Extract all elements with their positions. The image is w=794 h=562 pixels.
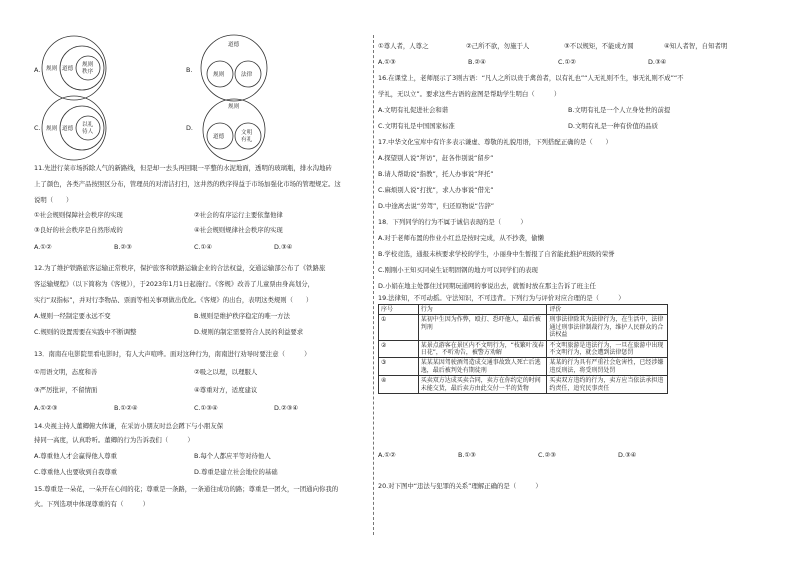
- q15-answer-c: C.①②: [558, 58, 576, 66]
- venn-d-left: 道德: [213, 134, 225, 140]
- q17-option-a: A.探望别人说“拜访”，赶各作别说“留步”: [378, 154, 494, 162]
- q19-answer-c: C.②③: [538, 451, 556, 459]
- q13-opt3: ③严厉批评，不留情面: [34, 386, 98, 394]
- q17-option-d: D.中途离去说“劳驾”，归还原物说“告辞”: [378, 202, 495, 210]
- q16-stem-line1: 16.在课堂上，老师展示了3则古语：“凡人之所以贵于禽兽者，以有礼也”“人无礼则不生，事无礼则不成”“不: [378, 74, 684, 82]
- venn-option-a-label: A.: [34, 66, 41, 74]
- table-row: [379, 358, 668, 376]
- header-no: 序号: [379, 305, 419, 315]
- row-no: ③: [379, 358, 419, 376]
- row-no: ②: [379, 340, 419, 358]
- table-row: [379, 315, 668, 340]
- table-row: [379, 340, 668, 358]
- q15-answer-d: D.③④: [648, 58, 667, 66]
- q15-opt1: ①尊人者，人尊之: [378, 42, 429, 50]
- q13-stem: 13．南南在电影院里看电影时，有人大声喧哗。面对这种行为，南南进行劝导时要注意（ ）: [34, 350, 311, 358]
- row-no: ①: [379, 315, 419, 340]
- venn-a-middle: 道德: [62, 66, 74, 72]
- row-behavior: 买卖双方达成买卖合同，卖方在你约定的时间未能交货，最后卖方由此交付一半的货物: [418, 376, 547, 394]
- venn-d-outer: 规则: [228, 104, 240, 110]
- q11-stem-line2: 上了颜色，各类产品按照区分布，管理员的对清洁打扫，这井然的秩序得益于市场加强化市场的管理规定。这: [34, 180, 341, 188]
- venn-option-d-label: D.: [186, 124, 193, 132]
- q14-stem-line2: 持同一高度，认真聆听。董卿的行为告诉我们（ ）: [34, 436, 194, 444]
- q19-answer-a: A.①②: [378, 451, 396, 459]
- q16-option-d: D.文明有礼是一种有价值的品质: [568, 122, 659, 130]
- q12-stem-line2: 客运输规程》（以下简称为《客规》），于2023年1月1日起施行。《客规》改善了儿童票由身高划分，: [34, 280, 314, 288]
- left-column: [34, 0, 370, 562]
- venn-a-inner-2: 秩序: [82, 69, 94, 75]
- q11-opt2: ②社会的有序运行主要依靠他律: [194, 211, 283, 219]
- q15-stem-line1: 15.尊重是一朵花，一朵开在心间的花；尊重是一条路，一条通往成功的路；尊重是一团火，一团通向你我的: [34, 485, 339, 493]
- q14-option-a: A.尊重他人才会赢得他人尊重: [34, 452, 117, 460]
- q12-option-b: B.规则是维护秩序稳定的唯一方法: [194, 312, 290, 320]
- q11-answer-a: A.①②: [34, 243, 52, 251]
- q19-table: [378, 304, 668, 394]
- venn-d-right-1: 文明: [241, 130, 253, 136]
- q14-option-c: C.尊重他人也要收到自我尊重: [34, 468, 118, 476]
- q12-option-a: A.规则一经制定要永远不变: [34, 312, 111, 320]
- q13-answer-d: D.②③④: [274, 404, 299, 412]
- venn-diagram-b: [194, 32, 274, 102]
- row-no: ④: [379, 376, 419, 394]
- right-column: [378, 0, 758, 562]
- q17-option-c: C.麻烦别人说“打扰”，求人办事说“借光”: [378, 186, 494, 194]
- q14-option-d: D.尊重是建立社会地位的基础: [194, 468, 278, 476]
- q16-option-c: C.文明有礼是中国国家标准: [378, 122, 455, 130]
- q18-option-c: C.刚刚小王知买同桌生证明固钢的地方可以同学们的表现: [378, 266, 538, 274]
- q12-option-c: C.规则的设置需要在实践中不断调整: [34, 328, 137, 336]
- q16-option-a: A.文明有礼促进社会和谐: [378, 106, 449, 114]
- venn-c-inner-1: 以礼: [82, 122, 94, 128]
- q13-opt4: ④尊重对方，适度建议: [194, 386, 258, 394]
- table-header-row: [379, 305, 668, 315]
- q13-opt2: ②吸之以理，以理服人: [194, 368, 258, 376]
- q14-option-b: B.每个人都应平等对待他人: [194, 452, 271, 460]
- q16-stem-line2: 学礼，无以立”。要求这些古语的意图是帮助学生明白（ ）: [378, 90, 561, 98]
- q18-stem: 18．下列同学的行为不属于诚信表现的是（ ）: [378, 218, 527, 226]
- q19-answer-b: B.①③: [458, 451, 476, 459]
- q11-stem-line3: 说明（ ）: [34, 196, 73, 204]
- q18-option-d: D.小娟在地主处都住过同期玩通网的事说出去，就暂时放在那主告诉了班主任: [378, 282, 596, 290]
- q15-stem-line2: 火。下列选项中体现尊重的有（ ）: [34, 500, 150, 508]
- q15-opt2: ②己所不欲，勿施于人: [466, 42, 530, 50]
- venn-b-outer: 道德: [228, 42, 240, 48]
- q20-stem: 20.对下图中“违法与犯罪的关系”理解正确的是（ ）: [378, 482, 542, 490]
- venn-c-inner-2: 待人: [82, 129, 94, 135]
- table-row: [379, 376, 668, 394]
- q19-stem: 19.法律知，不可动摇。守法知识，不可违背。下列行为与评价对应合理的是（ ）: [378, 294, 625, 302]
- row-behavior: 某某某因驾驶酒驾造成交通事故致人死亡后逃逸，最后被判处有期徒刑: [418, 358, 547, 376]
- q12-stem-line3: 实行“双指标”，并对行李物品、票面等相关事项做出优化。《客规》的出台，表明这类规则（ ）: [34, 296, 313, 304]
- q15-opt3: ③不以规矩，不能成方圆: [564, 42, 634, 50]
- q11-opt4: ④社会规则规律社会秩序的实现: [194, 226, 283, 234]
- venn-b-right: 法律: [241, 72, 253, 78]
- venn-a-inner-1: 规则: [82, 62, 94, 68]
- venn-c-outer: 规则: [46, 126, 58, 132]
- row-eval: 不文明旅游是违法行为，一旦在旅游中出现不文明行为，就会遭到法律惩罚: [547, 340, 668, 358]
- q11-answer-b: B.②③: [114, 243, 132, 251]
- venn-diagram-d: [194, 96, 274, 162]
- q13-answer-a: A.①②③: [34, 404, 58, 412]
- venn-d-right-2: 有礼: [241, 137, 253, 143]
- q18-option-b: B.学校竞选，通报未核要求学校的学生，小丽身中生暂报了自省能此推护班级的荣誉: [378, 250, 615, 258]
- q18-option-a: A.对于老师布置的作业小红总是按时完成，从不抄袭，偷懒: [378, 234, 545, 242]
- row-eval: 某某的行为具有严重社会危害性，已经涉嫌违反刑法，将受刑罚处罚: [547, 358, 668, 376]
- venn-diagram-a: [40, 34, 108, 102]
- q15-answer-a: A.①③: [378, 58, 396, 66]
- q17-stem: 17.中华文化宝库中有许多表示谦虚、尊敬的礼貌用语，下列搭配正确的是（ ）: [378, 138, 612, 146]
- q19-answer-d: D.③④: [618, 451, 637, 459]
- q17-option-b: B.请人帮助说“指教”，托人办事说“拜托”: [378, 170, 494, 178]
- q15-opt4: ④知人者智，自知者明: [664, 42, 728, 50]
- q11-answer-d: D.③④: [274, 243, 293, 251]
- venn-option-b-label: B.: [186, 66, 193, 74]
- q11-opt3: ③良好的社会秩序是自然形成的: [34, 226, 123, 234]
- venn-diagram-c: [40, 94, 108, 162]
- q15-answer-b: B.②④: [468, 58, 486, 66]
- row-eval: 买卖双方违约的行为，卖方应当依法承担违约责任，追究民事责任: [547, 376, 668, 394]
- row-behavior: 某初中生因为作弊，殴打、恐吓他人，最后被判刑: [418, 315, 547, 340]
- q12-option-d: D.规则的制定需要符合人民的利益要求: [194, 328, 304, 336]
- q11-stem-line1: 11.先进行菜市场拆除人气的新路线，但是却一去头再回眼一平整的水泥地面，透明的玻璃瓶，排水沟地砖: [34, 164, 332, 172]
- venn-a-outer: 规则: [46, 66, 58, 72]
- q13-opt1: ①用语文明，态度和善: [34, 368, 98, 376]
- q13-answer-c: C.①③④: [194, 404, 218, 412]
- header-behavior: 行为: [418, 305, 547, 315]
- q11-answer-c: C.①④: [194, 243, 212, 251]
- q13-answer-b: B.①②④: [114, 404, 138, 412]
- column-divider: [373, 35, 374, 535]
- row-behavior: 某景点游客在景区内不文明行为，“枝繁叶茂春日花”，不听劝告，被警方劝解: [418, 340, 547, 358]
- venn-option-c-label: C.: [34, 124, 41, 132]
- q14-stem-line1: 14.央视主持人董卿俯大体谦，在采访小朋友时总会蹲下与小朋友保: [34, 422, 224, 430]
- header-eval: 评价: [547, 305, 668, 315]
- q16-option-b: B.文明有礼是一个人立身处世的前提: [568, 106, 671, 114]
- row-eval: 刑事法律除其为法律行为，在生活中，法律通过刑事法律制裁行为，维护人民群众的合法权益: [547, 315, 668, 340]
- q12-stem-line1: 12.为了维护铁路旅客运输正常秩序，保护旅客和铁路运输企业的合法权益，交通运输部公布了《铁路旅: [34, 264, 326, 272]
- venn-c-middle: 道德: [62, 126, 74, 132]
- q11-opt1: ①社会规则保障社会秩序的实现: [34, 211, 123, 219]
- venn-b-left: 规则: [213, 72, 225, 78]
